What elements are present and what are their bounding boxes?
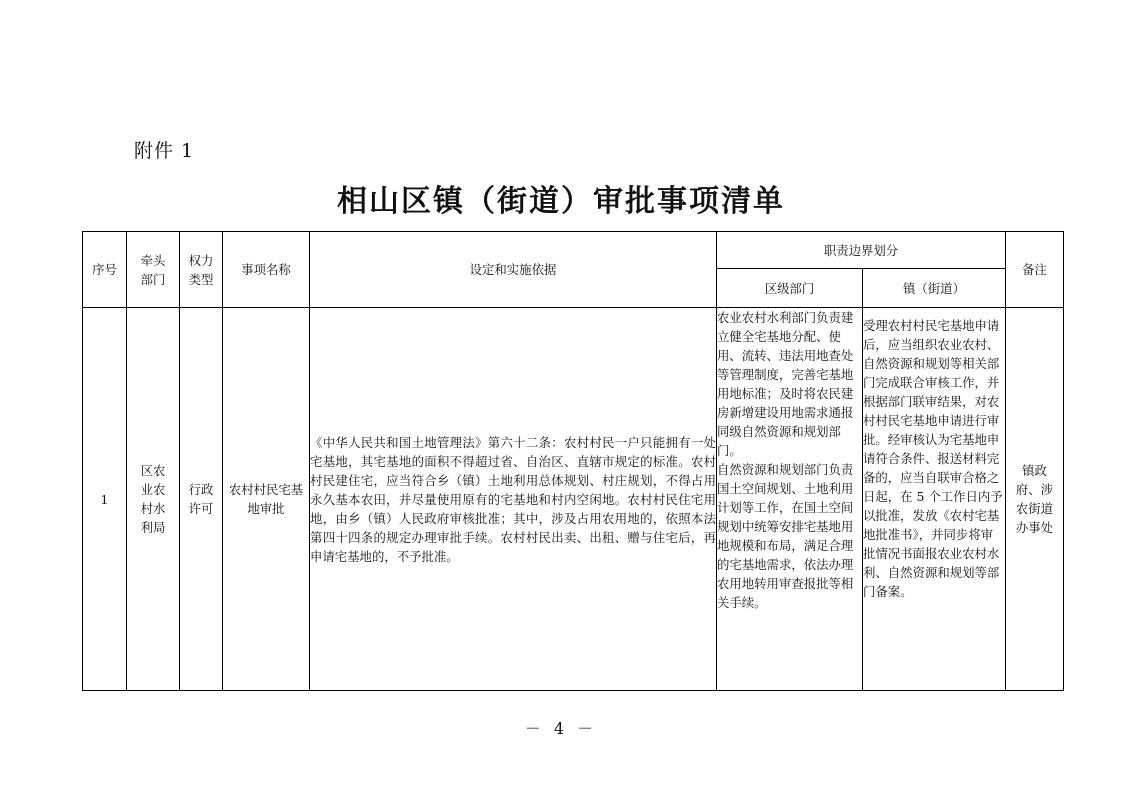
page-number: － 4 －: [524, 719, 598, 738]
header-power-type: [180, 232, 223, 308]
cell-seq: 1: [83, 308, 127, 691]
header-seq: [83, 232, 127, 308]
district-duty-paragraph-1: 农业农村水利部门负责建立健全宅基地分配、使用、流转、违法用地查处等管理制度，完善宅基地用地标准；及时将农民建房新增建设用地需求通报同级自然资源和规划部门。: [717, 310, 854, 458]
cell-district-duty: [717, 308, 863, 691]
cell-lead-dept-text: 区农业农村水利局: [140, 463, 166, 535]
header-remarks: [1006, 232, 1064, 308]
cell-item-name-text: 农村村民宅基地审批: [228, 482, 304, 516]
attachment-label: 附件 1: [134, 140, 195, 162]
document-title: 相山区镇（街道）审批事项清单: [337, 184, 785, 219]
header-district-dept-text: 区级部门: [764, 280, 815, 296]
district-duty-paragraph-2: 自然资源和规划部门负责国土空间规划、土地利用计划等工作，在国土空间规划中统筹安排宅基地用地规模和布局，满足合理的宅基地需求，依法办理农用地转用审查报批等相关手续。: [717, 462, 854, 610]
header-district-dept: [717, 269, 863, 308]
header-town: [863, 269, 1006, 308]
header-basis-text: 设定和实施依据: [469, 262, 557, 277]
header-lead-dept: [127, 232, 180, 308]
header-basis: [310, 232, 717, 308]
cell-lead-dept: [127, 308, 180, 691]
header-lead-dept-text: 牵头部门: [140, 252, 166, 287]
cell-power-type-text: 行政许可: [188, 482, 214, 516]
approval-items-table: [82, 231, 1064, 691]
cell-town-duty: 受理农村村民宅基地申请后，应当组织农业农村、自然资源和规划等相关部门完成联合审核工作，并根据部门联审结果，对农村村民宅基地申请进行审批。经审核认为宅基地申请符合条件、报送材料完备的，应当自联审合格之日起，在 5 个工作日内予以批准，发放《农村宅基地批准书》，并同步将审批情况书面报农业农村水利、自然资源和规划等部门备案。: [863, 308, 1006, 691]
cell-remarks-text: 镇政府、涉农街道办事处: [1015, 463, 1054, 535]
header-item-name-text: 事项名称: [241, 262, 291, 277]
header-item-name: [223, 232, 310, 308]
header-power-type-text: 权力类型: [188, 252, 214, 287]
cell-remarks: [1006, 308, 1064, 691]
header-remarks-text: 备注: [1022, 262, 1047, 277]
table-row: [83, 308, 1064, 691]
header-duty-division: [717, 232, 1006, 269]
cell-power-type: [180, 308, 223, 691]
cell-item-name: [223, 308, 310, 691]
header-seq-text: 序号: [92, 262, 117, 277]
header-town-text: 镇（街道）: [903, 280, 965, 296]
header-duty-division-text: 职责边界划分: [823, 242, 899, 258]
cell-basis: 《中华人民共和国土地管理法》第六十二条：农村村民一户只能拥有一处宅基地，其宅基地的面积不得超过省、自治区、直辖市规定的标准。农村村民建住宅，应当符合乡（镇）土地利用总体规划、村庄规划，不得占用永久基本农田，并尽量使用原有的宅基地和村内空闲地。农村村民住宅用地，由乡（镇）人民政府审核批准；其中，涉及占用农用地的，依照本法第四十四条的规定办理审批手续。农村村民出卖、出租、赠与住宅后，再申请宅基地的，不予批准。: [310, 308, 717, 691]
